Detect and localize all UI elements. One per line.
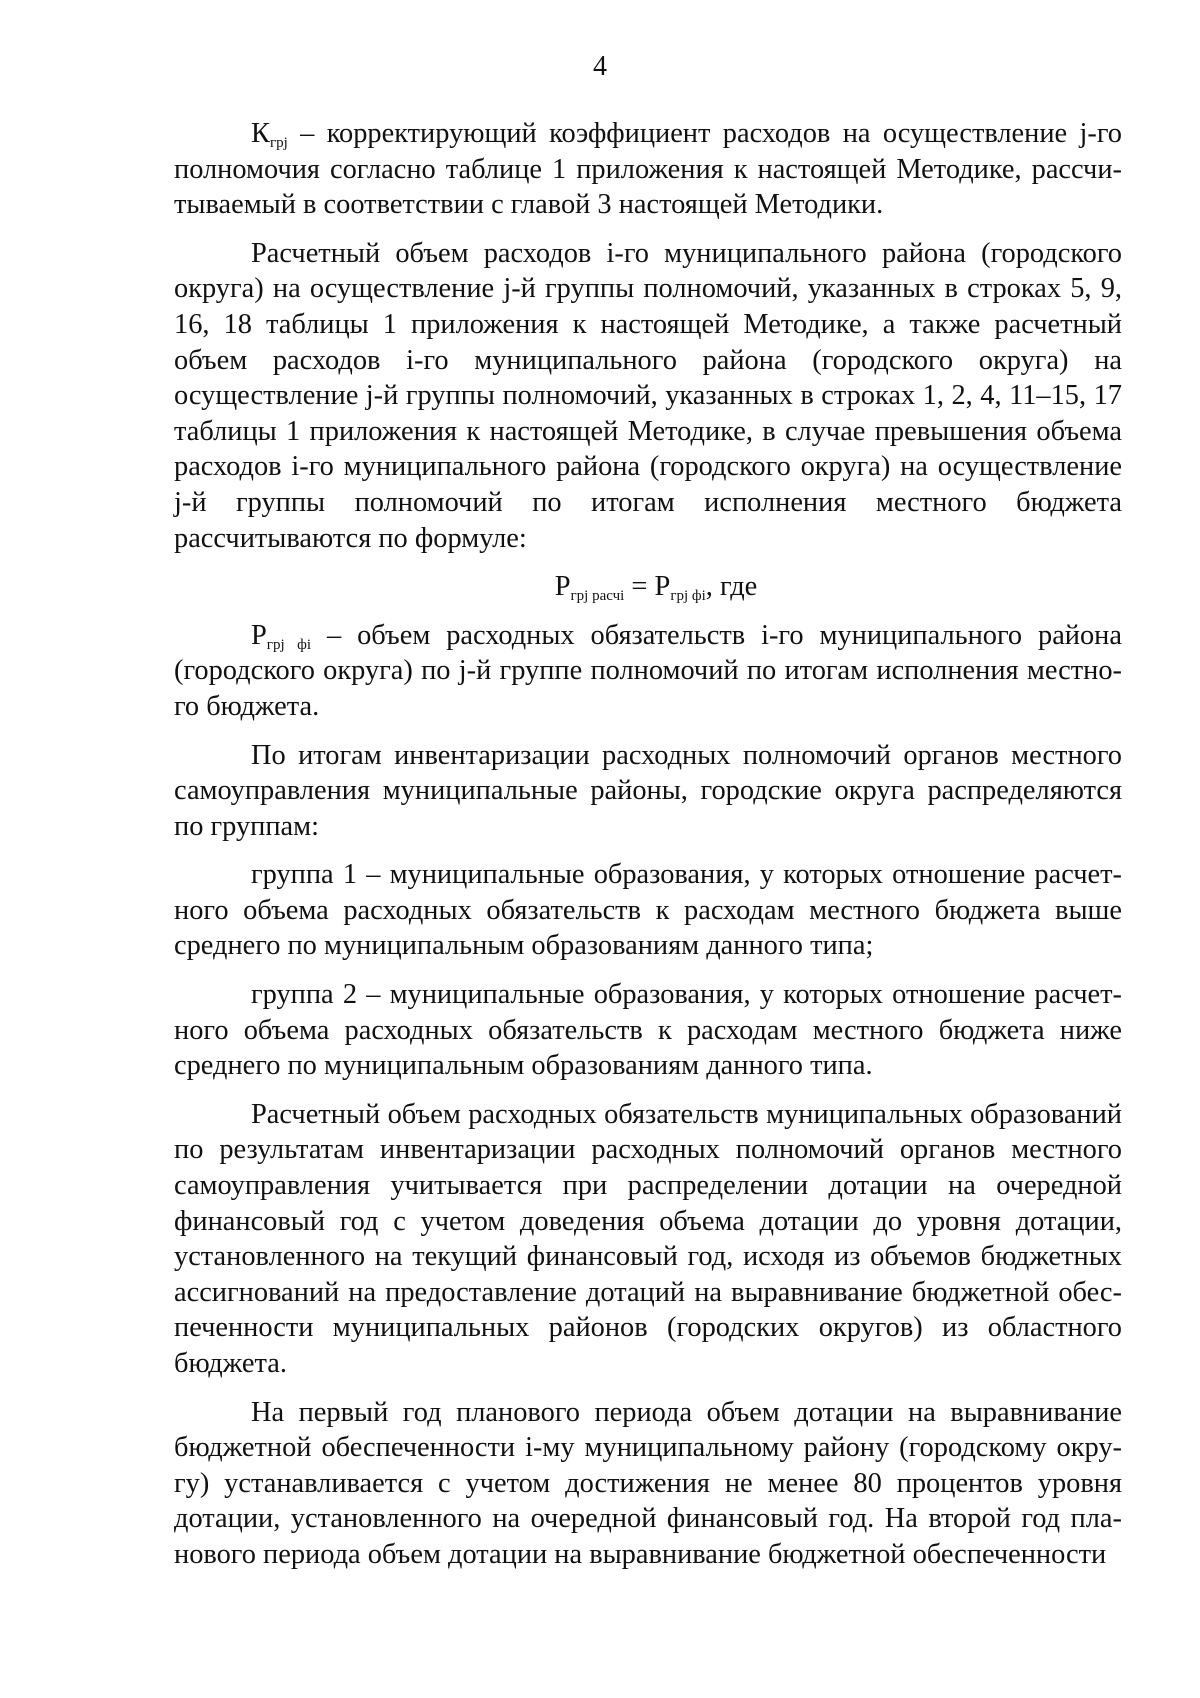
paragraph-subsidy-distribution: Расчетный объем расходных обязательств муниципальных образований по результатам инвентаризации расходных полномочий органов местного самоуправления учитывается при распределении дотации на очередной финансовый год с учетом доведения объема дотации до уровня дотации, установленного на текущий финансовый год, исходя из объемов бюджетных ассигнований на предоставление дотаций на выравнивание бюджетной обеспеченности муниципальных районов (городских округов) из областного бюджета.	[174, 1098, 1122, 1379]
paragraph-group-2: группа 2 – муниципальные образования, у которых отношение расчетного объема расходных обязательств к расходам местного бюджета ниже среднего по муниципальным образованиям данного типа.	[174, 979, 1122, 1082]
paragraph-estimated-expenses: Расчетный объем расходов i-го муниципального района (городского округа) на осуществление j-й группы полномочий, указанных в строках 5, 9, 16, 18 таблицы 1 приложения к настоящей Методике, а также расчетный объем расходов i-го муниципального района (городского округа) на осуществление j-й группы полномочий, указанных в строках 1, 2, 4, 11–15, 17 таблицы 1 приложения к настоящей Методике, в случае превышения объема расходов i-го муниципального района (городского округа) на осуществление j-й группы полномочий по итогам исполнения местного бюджета рассчитываются по формуле:	[174, 237, 1122, 554]
formula-equals: =	[624, 571, 655, 603]
paragraph-group-1: группа 1 – муниципальные образования, у которых отношение расчетного объема расходных обязательств к расходам местного бюджета выше среднего по муниципальным образованиям данного типа;	[174, 859, 1122, 962]
formula-lhs-symbol: Р	[554, 571, 571, 603]
document-body	[174, 116, 1122, 1586]
formula-rhs-symbol: Р	[654, 571, 671, 603]
page-number: 4	[593, 51, 607, 82]
obligations-definition: – объем расходных обязательств i-го муниципального района (городского округа) по j-й группе полномочий по итогам исполнения местного бюджета.	[174, 619, 1122, 722]
formula-suffix: , где	[705, 571, 758, 603]
paragraph-actual-obligations	[174, 618, 1122, 725]
paragraph-inventory-groups: По итогам инвентаризации расходных полномочий органов местного самоуправления муниципальные районы, городские округа распределяются по группам:	[174, 739, 1122, 842]
paragraph-correction-coefficient	[174, 116, 1122, 223]
coefficient-symbol: К	[251, 118, 270, 149]
formula-rhs-subscript: грj фi	[670, 588, 706, 605]
coefficient-subscript: грj	[269, 135, 288, 151]
formula-lhs-subscript: грj расчi	[570, 588, 625, 605]
formula	[174, 569, 1122, 605]
obligations-symbol: Р	[251, 619, 267, 651]
coefficient-definition: – корректирующий коэффициент расходов на осуществление j-го полномочия согласно таблице 1 приложения к настоящей Методике, рассчитываемый в соответствии с главой 3 настоящей Методики.	[174, 118, 1122, 221]
obligations-subscript: грj фi	[266, 636, 312, 653]
paragraph-planning-period: На первый год планового периода объем дотации на выравнивание бюджетной обеспеченности i-му муниципальному району (городскому округу) устанавливается с учетом достижения не менее 80 процентов уровня дотации, установленного на очередной финансовый год. На второй год планового периода объем дотации на выравнивание бюджетной обеспеченности	[174, 1396, 1122, 1570]
